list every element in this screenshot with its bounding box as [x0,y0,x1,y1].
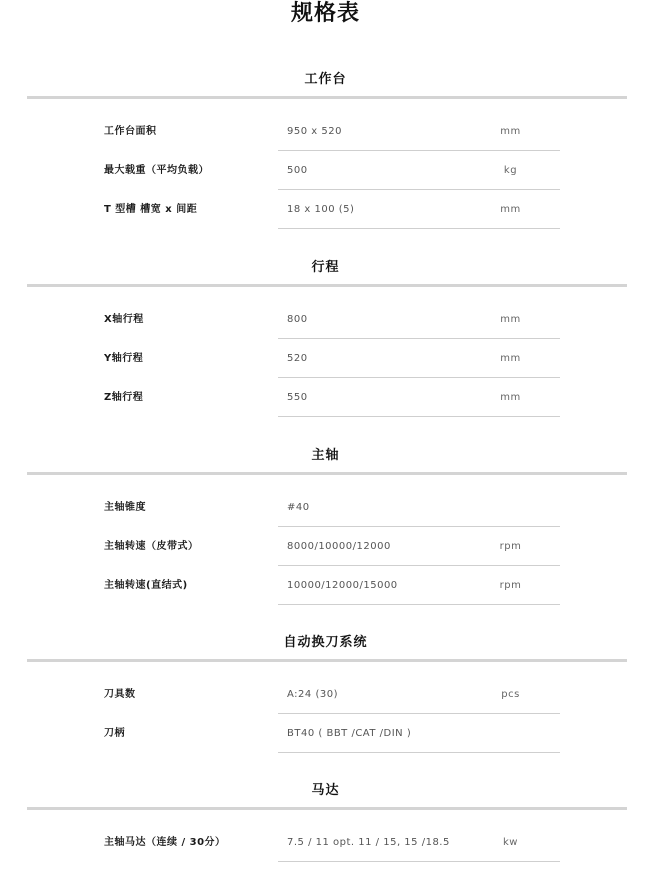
spec-row [0,527,651,566]
spec-value: 950 x 520 [278,112,466,151]
spec-unit [461,488,560,527]
spec-unit: mm [461,190,560,229]
spec-value: 500 [278,151,466,190]
spec-unit: mm [461,339,560,378]
spec-unit [461,714,560,753]
spec-label: 刀具数 [104,689,136,700]
spec-value: 18 x 100 (5) [278,190,466,229]
spec-label: 主轴转速(直结式) [104,580,188,591]
spec-label: X轴行程 [104,314,144,325]
spec-value: 8000/10000/12000 [278,527,466,566]
spec-row [0,714,651,753]
spec-row [0,378,651,417]
section-title: 工作台 [304,72,347,87]
spec-value: 7.5 / 11 opt. 11 / 15, 15 /18.5 [278,823,466,862]
spec-value: BT40 ( BBT /CAT /DIN ) [278,714,466,753]
spec-value: #40 [278,488,466,527]
spec-row [0,566,651,605]
section-divider [27,472,627,475]
spec-row [0,488,651,527]
spec-unit: rpm [461,527,560,566]
spec-row [0,823,651,862]
spec-label: Z轴行程 [104,392,144,403]
spec-value: A:24 (30) [278,675,466,714]
section-divider [27,284,627,287]
spec-row [0,151,651,190]
spec-label: 主轴锥度 [104,502,146,513]
spec-label: Y轴行程 [104,353,144,364]
spec-row [0,190,651,229]
spec-value: 550 [278,378,466,417]
spec-unit: pcs [461,675,560,714]
section-divider [27,659,627,662]
spec-label: T 型槽 槽宽 x 间距 [104,204,198,215]
section-divider [27,807,627,810]
spec-unit: mm [461,112,560,151]
spec-unit: rpm [461,566,560,605]
spec-label: 主轴马达（连续 / 30分） [104,837,226,848]
spec-unit: mm [461,300,560,339]
spec-row [0,675,651,714]
spec-row [0,112,651,151]
spec-unit: kg [461,151,560,190]
spec-label: 工作台面积 [104,126,157,137]
spec-unit: mm [461,378,560,417]
section-title: 马达 [311,783,340,798]
spec-row [0,339,651,378]
spec-label: 最大载重（平均负载） [104,165,209,176]
spec-label: 主轴转速（皮带式） [104,541,199,552]
page-title: 规格表 [290,1,360,26]
spec-value: 520 [278,339,466,378]
spec-unit: kw [461,823,560,862]
section-title: 行程 [311,260,340,275]
section-title: 自动换刀系统 [283,635,368,650]
spec-row [0,300,651,339]
section-title: 主轴 [311,448,340,463]
section-divider [27,96,627,99]
spec-value: 800 [278,300,466,339]
spec-label: 刀柄 [104,728,125,739]
spec-value: 10000/12000/15000 [278,566,466,605]
